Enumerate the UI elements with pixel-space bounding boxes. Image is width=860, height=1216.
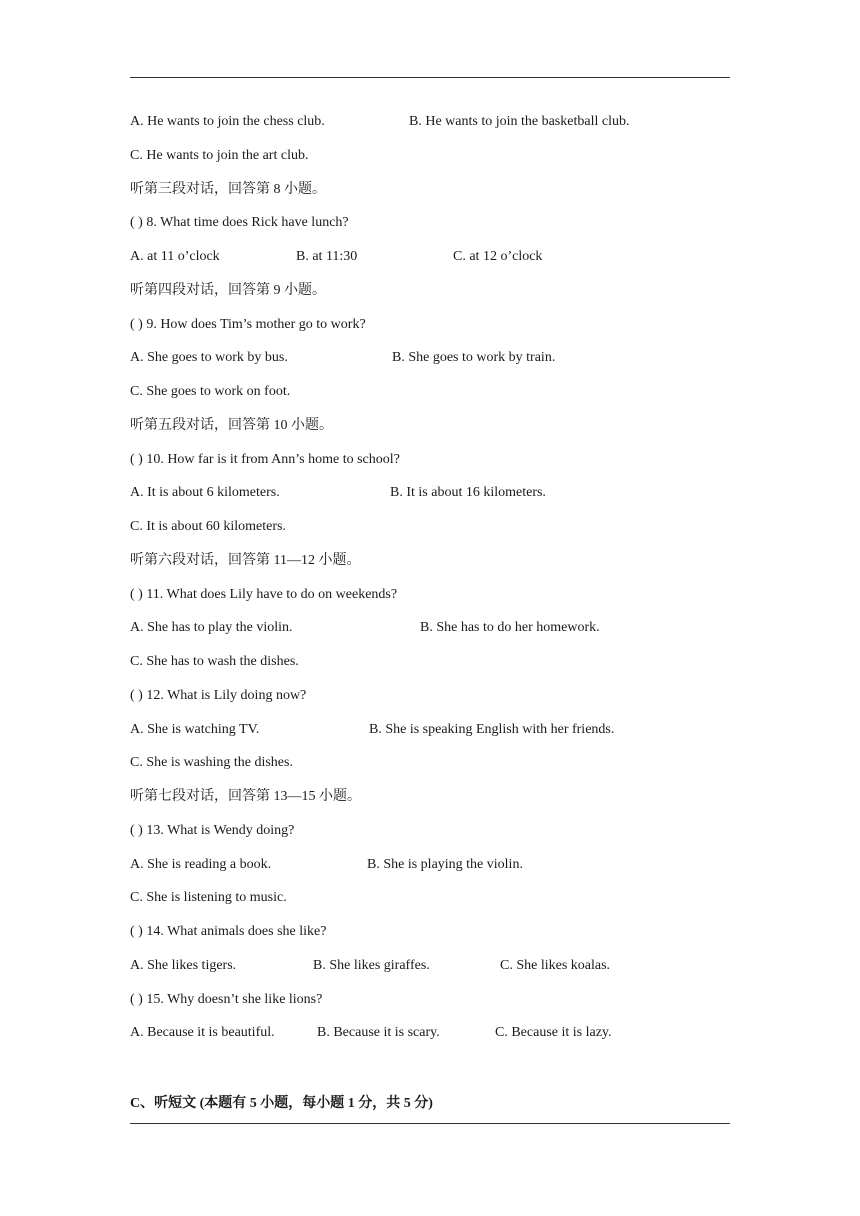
question-text: ( ) 11. What does Lily have to do on weekends? [130,586,398,602]
answer-option: B. It is about 16 kilometers. [390,485,546,501]
answer-option: C. at 12 o’clock [453,249,543,264]
answer-option: B. She goes to work by train. [392,350,556,366]
answer-option: C. She likes koalas. [500,957,611,973]
answer-option: A. She is reading a book. [130,856,272,872]
answer-option: C. She has to wash the dishes. [130,654,299,669]
answer-option: A. She is watching TV. [130,721,260,737]
question-text: ( ) 14. What animals does she like? [130,924,327,939]
answer-option: B. She has to do her homework. [420,620,600,636]
answer-option: B. She likes giraffes. [313,957,430,973]
answer-option: A. He wants to join the chess club. [130,114,325,129]
answer-option: C. It is about 60 kilometers. [130,519,286,534]
answer-option: B. She is speaking English with her friends. [369,721,615,737]
answer-option: B. He wants to join the basketball club. [409,114,630,129]
answer-option: C. She is listening to music. [130,890,287,906]
answer-option: A. Because it is beautiful. [130,1025,275,1041]
answer-option: A. She goes to work by bus. [130,350,288,366]
answer-option: B. at 11:30 [296,249,358,264]
question-text: ( ) 8. What time does Rick have lunch? [130,215,349,231]
answer-option: C. She is washing the dishes. [130,755,293,771]
bottom-rule [130,1123,730,1124]
answer-option: B. She is playing the violin. [367,856,523,872]
answer-option: A. She has to play the violin. [130,620,293,636]
question-text: ( ) 12. What is Lily doing now? [130,687,307,703]
section-instruction: 听第四段对话，回答第 9 小题。 [130,282,326,298]
answer-option: A. She likes tigers. [130,957,237,973]
answer-option: C. She goes to work on foot. [130,384,291,399]
answer-option: C. He wants to join the art club. [130,147,309,163]
section-instruction: 听第六段对话，回答第 11—12 小题。 [130,552,361,568]
question-text: ( ) 10. How far is it from Ann’s home to school? [130,451,400,467]
question-text: ( ) 9. How does Tim’s mother go to work? [130,316,366,332]
section-instruction: 听第七段对话，回答第 13—15 小题。 [130,789,361,804]
question-text: ( ) 15. Why doesn’t she like lions? [130,991,323,1007]
section-instruction: 听第三段对话，回答第 8 小题。 [130,181,326,197]
section-instruction: 听第五段对话，回答第 10 小题。 [130,417,333,433]
answer-option: B. Because it is scary. [317,1025,440,1041]
top-rule [130,77,730,78]
answer-option: A. at 11 o’clock [130,249,220,264]
answer-option: C. Because it is lazy. [495,1025,612,1041]
section-c-heading: C、听短文 (本题有 5 小题，每小题 1 分，共 5 分) [130,1096,433,1111]
question-text: ( ) 13. What is Wendy doing? [130,822,295,838]
answer-option: A. It is about 6 kilometers. [130,485,280,501]
